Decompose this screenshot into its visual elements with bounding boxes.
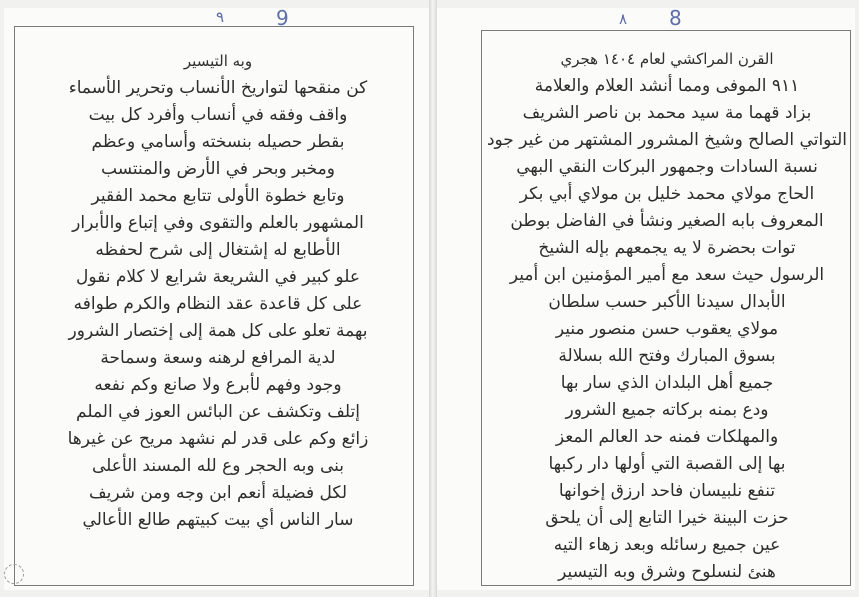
text-line: الأبدال سيدنا الأكبر حسب سلطان (548, 292, 786, 312)
text-line: والمهلكات فمنه حد العالم المعز (555, 427, 779, 447)
right-page-number-arabic: ٨ (619, 10, 628, 28)
ink-stamp-icon (4, 564, 24, 584)
text-line: إتلف وتكشف عن البائس العوز في الملم (76, 402, 360, 422)
text-line: وبه التيسير (183, 52, 253, 70)
text-line: وتابع خطوة الأولى تتابع محمد الفقير (91, 186, 345, 206)
right-page (437, 8, 855, 590)
text-line: المعروف بابه الصغير ونشأ في الفاضل بوطن (510, 211, 824, 231)
text-line: لكل فضيلة أنعم ابن وجه ومن شريف (88, 483, 347, 503)
text-line: بهمة تعلو على كل همة إلى إختصار الشرور (68, 321, 368, 341)
text-line: واقف وفقه في أنساب وأفرد كل بيت (88, 105, 348, 125)
left-page (4, 8, 429, 590)
text-line: بسوق المبارك وفتح الله بسلالة (558, 346, 776, 366)
text-line: جميع أهل البلدان الذي سار بها (560, 373, 774, 393)
text-line: بنى وبه الحجر وع لله المسند الأعلى (92, 456, 344, 476)
text-line: المشهور بالعلم والتقوى وفي إتباع والأبرار (72, 213, 364, 233)
text-line: القرن المراكشي لعام ١٤٠٤ هجري (560, 50, 774, 68)
text-line: الرسول حيث سعد مع أمير المؤمنين ابن أمير (509, 265, 825, 285)
left-page-text (22, 48, 414, 534)
text-line: على كل قاعدة عقد النظام والكرم طوافه (73, 294, 363, 314)
page-gutter (429, 0, 437, 597)
text-line: زائع وكم على قدر لم نشهد مريح عن غيرها (67, 429, 369, 449)
text-line: ودع بمنه بركاته جميع الشرور (565, 400, 769, 420)
text-line: التواتي الصالح وشيخ المشرور المشتهر من غير جود (487, 130, 847, 150)
text-line: مولاي يعقوب حسن منصور منير (555, 319, 779, 339)
text-line: سار الناس أي بيت كبيتهم طالع الأعالي (82, 510, 354, 530)
text-line: ومخبر وبحر في الأرض والمنتسب (101, 159, 335, 179)
text-line: نسبة السادات وجمهور البركات النقي البهي (516, 157, 818, 177)
left-page-number-arabic: ٩ (216, 8, 225, 26)
text-line: الحاج مولاي محمد خليل بن مولاي أبي بكر (519, 184, 815, 204)
text-line: بها إلى القصبة التي أولها دار ركبها (548, 454, 786, 474)
text-line: وجود وفهم لأبرع ولا صانع وكم نفعه (94, 375, 342, 395)
left-page-number-latin: 9 (276, 6, 289, 30)
text-line: لدية المرافع لرهنه وسعة وسماحة (100, 348, 336, 368)
text-line: كن منقحها لتواريخ الأنساب وتحرير الأسماء (68, 78, 368, 98)
right-page-text (487, 46, 847, 586)
text-line: بزاد قهما مة سيد محمد بن ناصر الشريف (522, 103, 812, 123)
text-line: علو كبير في الشريعة شرايع لا كلام نقول (76, 267, 360, 287)
text-line: عين جميع رسائله وبعد زهاء التيه (553, 535, 781, 555)
text-line: هنئ لنسلوح وشرق وبه التيسير (558, 562, 776, 582)
text-line: الأطابع له إشتغال إلى شرح لحفظه (95, 240, 341, 260)
text-line: توات بحضرة لا يه يجمعهم بإله الشيخ (538, 238, 796, 258)
text-line: بقطر حصيله بنسخته وأسامي وعظم (91, 132, 345, 152)
right-page-number-latin: 8 (669, 6, 682, 30)
text-line: تنفع نلبيسان فاحد ارزق إخوانها (558, 481, 776, 501)
text-line: ٩١١ الموفى ومما أنشد العلام والعلامة (534, 76, 800, 96)
text-line: حزت البينة خيرا التابع إلى أن يلحق (545, 508, 789, 528)
